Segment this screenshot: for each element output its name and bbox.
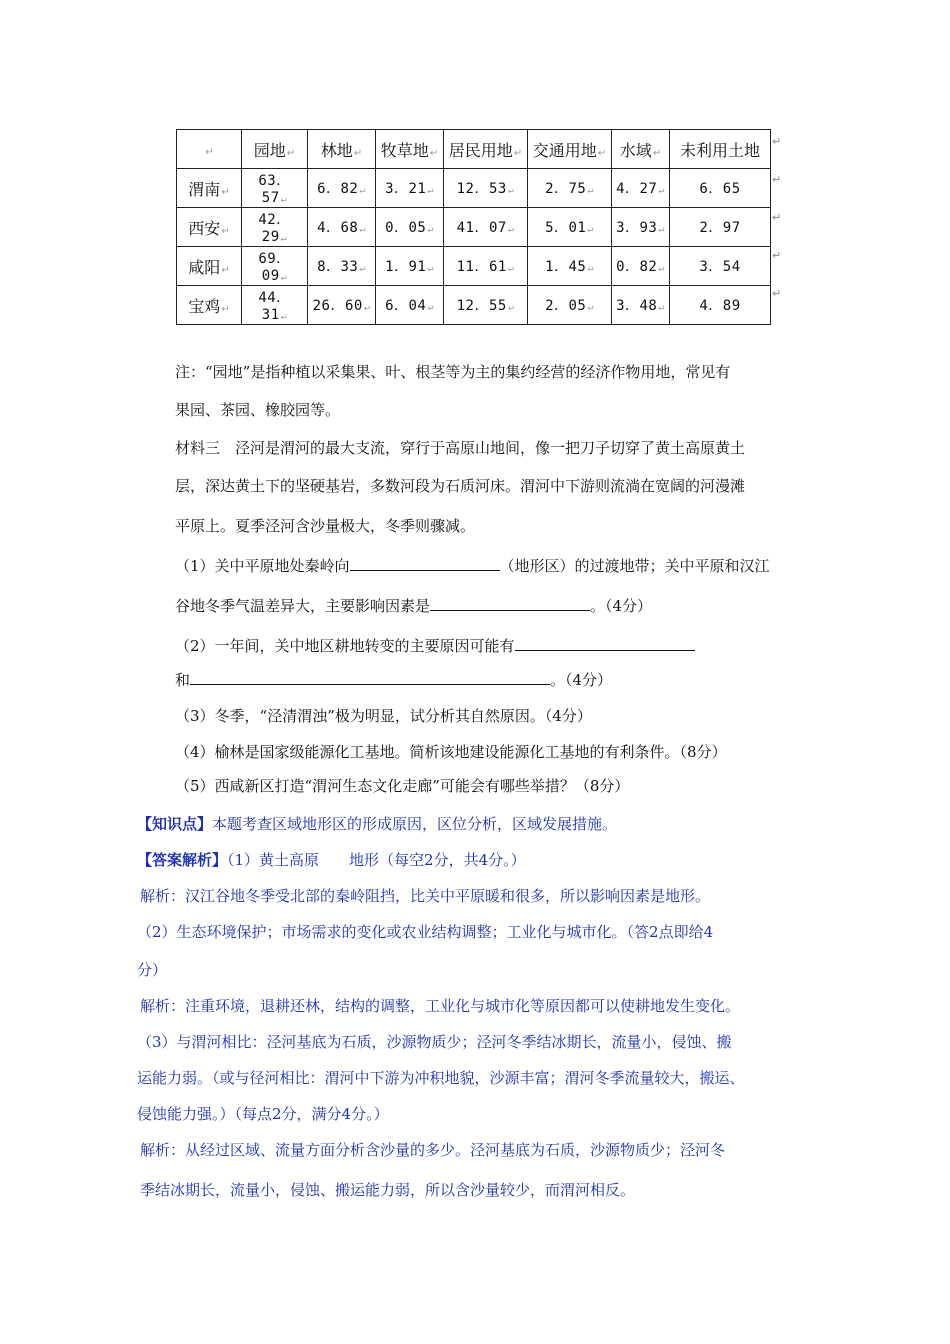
cell-mark: ↵ — [427, 185, 434, 196]
question-2-text-b: 和 — [175, 671, 191, 689]
cell-mark: ↵ — [658, 224, 665, 235]
question-2-line-2 — [175, 670, 612, 690]
header-lindi: 林地↵ — [308, 130, 376, 169]
answer-2-line-2: 分） — [137, 961, 168, 979]
note-line-2: 果园、茶园、橡胶园等。 — [175, 401, 341, 419]
table-cell — [444, 169, 528, 208]
cell-mark: ↵ — [427, 224, 434, 235]
table-cell — [376, 208, 444, 247]
header-jumin-yongdi: 居民用地↵ — [444, 130, 528, 169]
cell-value: 63．57 — [258, 173, 291, 206]
row-city-cell — [177, 208, 242, 247]
cell-value: 44．31 — [258, 290, 291, 323]
cell-value: 6．82 — [317, 181, 359, 197]
row-city-cell — [177, 247, 242, 286]
table-cell — [612, 286, 670, 325]
question-1-text-b: （地形区）的过渡地带；关中平原和汉江 — [499, 557, 770, 575]
header-jiaotong-yongdi: 交通用地↵ — [528, 130, 612, 169]
row-city-label: 渭南 — [188, 179, 221, 199]
cell-mark: ↵ — [507, 185, 515, 196]
table-cell — [308, 286, 376, 325]
cell-mark: ↵ — [221, 303, 230, 315]
cell-value: 3．21 — [385, 181, 427, 197]
cell-mark: ↵ — [280, 194, 288, 205]
table-cell — [444, 208, 528, 247]
cell-value: 12．53 — [456, 181, 507, 197]
table-cell — [242, 208, 308, 247]
row-city-cell — [177, 169, 242, 208]
knowledge-point-tag: 【知识点】 — [137, 815, 213, 833]
cell-value: 6．65 — [699, 181, 741, 197]
question-2-text-a: （2）一年间，关中地区耕地转变的主要原因可能有 — [175, 637, 515, 655]
table-cell — [444, 247, 528, 286]
answer-1-text: （1）黄土高原 地形（每空2分，共4分。） — [227, 851, 526, 869]
cell-mark: ↵ — [427, 263, 434, 274]
header-weiliyong-tudi: 未利用土地 — [670, 130, 771, 169]
table-cell — [670, 286, 771, 325]
answer-1-explanation: 解析：汉江谷地冬季受北部的秦岭阻挡，比关中平原暖和很多，所以影响因素是地形。 — [140, 887, 711, 905]
cell-value: 3．93 — [616, 220, 658, 236]
cell-mark: ↵ — [221, 186, 230, 198]
header-shuiyu: 水域↵ — [612, 130, 670, 169]
cell-value: 26．60 — [312, 298, 363, 314]
table-cell — [670, 208, 771, 247]
material3-line-1: 材料三 泾河是渭河的最大支流，穿行于高原山地间，像一把刀子切穿了黄土高原黄土 — [175, 439, 746, 457]
answer-blank-1[interactable] — [350, 556, 500, 571]
table-cell — [376, 286, 444, 325]
cell-value: 41．07 — [456, 220, 507, 236]
table-cell — [308, 208, 376, 247]
row-end-mark: ↵ — [772, 211, 782, 224]
table-cell — [528, 286, 612, 325]
table-cell — [444, 286, 528, 325]
table-cell — [528, 169, 612, 208]
cell-value: 2．75 — [545, 181, 587, 197]
table-corner-cell: ↵ — [177, 130, 242, 169]
answer-1 — [137, 850, 526, 870]
table-cell — [612, 208, 670, 247]
cell-value: 42．29 — [258, 212, 291, 245]
answer-analysis-tag: 【答案解析】 — [137, 851, 228, 869]
knowledge-point-text: 本题考查区域地形区的形成原因，区位分析，区域发展措施。 — [212, 815, 618, 833]
note-line-1: 注：“园地”是指种植以采集果、叶、根茎等为主的集约经营的经济作物用地，常见有 — [175, 363, 731, 381]
table-cell — [242, 286, 308, 325]
cell-mark: ↵ — [221, 264, 230, 276]
table-cell — [670, 169, 771, 208]
cell-value: 4．68 — [317, 220, 359, 236]
cell-mark: ↵ — [658, 263, 665, 274]
cell-value: 11．61 — [456, 259, 507, 275]
table-cell — [670, 247, 771, 286]
question-2-text-c: 。（4分） — [550, 671, 613, 689]
cell-value: 5．01 — [545, 220, 587, 236]
cell-mark: ↵ — [359, 224, 366, 235]
cell-mark: ↵ — [427, 302, 434, 313]
answer-3-line-2: 运能力弱。（或与径河相比：渭河中下游为冲积地貌，沙源丰富；渭河冬季流量较大，搬运、 — [137, 1069, 745, 1087]
cell-value: 0．82 — [616, 259, 658, 275]
cell-value: 3．54 — [699, 259, 741, 275]
cell-mark: ↵ — [363, 302, 371, 313]
question-4: （4）榆林是国家级能源化工基地。简析该地建设能源化工基地的有利条件。（8分） — [175, 743, 727, 761]
table-cell — [376, 247, 444, 286]
material3-line-2: 层，深达黄土下的坚硬基岩，多数河段为石质河床。渭河中下游则流淌在宽阔的河漫滩 — [175, 477, 746, 495]
row-end-mark: ↵ — [772, 135, 782, 148]
cell-value: 69．09 — [258, 251, 291, 284]
row-city-label: 宝鸡 — [188, 296, 221, 316]
cell-value: 2．05 — [545, 298, 587, 314]
cell-value: 0．05 — [385, 220, 427, 236]
answer-3-line-1: （3）与渭河相比：泾河基底为石质，沙源物质少；泾河冬季结冰期长，流量小，侵蚀、搬 — [137, 1033, 732, 1051]
table-cell — [612, 169, 670, 208]
answer-blank-4[interactable] — [190, 670, 550, 685]
table-cell — [308, 247, 376, 286]
row-city-label: 咸阳 — [188, 257, 221, 277]
table-cell — [242, 247, 308, 286]
cell-mark: ↵ — [359, 185, 366, 196]
answer-blank-3[interactable] — [515, 636, 695, 651]
cell-mark: ↵ — [507, 263, 515, 274]
table-cell — [612, 247, 670, 286]
cell-value: 3．48 — [616, 298, 658, 314]
question-5: （5）西咸新区打造“渭河生态文化走廊”可能会有哪些举措？（8分） — [175, 777, 630, 795]
question-1-text-d: 。（4分） — [590, 597, 653, 615]
knowledge-point — [137, 814, 617, 834]
answer-2-line-1: （2）生态环境保护；市场需求的变化或农业结构调整；工业化与城市化。（答2点即给4 — [137, 923, 714, 941]
answer-3-line-3: 侵蚀能力强。）（每点2分，满分4分。） — [137, 1105, 389, 1123]
row-end-mark: ↵ — [772, 287, 782, 300]
table-row — [177, 286, 771, 325]
cell-value: 12．55 — [456, 298, 507, 314]
row-city-label: 西安 — [188, 218, 221, 238]
material3-line-3: 平原上。夏季泾河含沙量极大，冬季则骤减。 — [175, 517, 476, 535]
cell-mark: ↵ — [587, 224, 594, 235]
row-end-mark: ↵ — [772, 173, 782, 186]
cell-value: 4．89 — [699, 298, 741, 314]
cell-mark: ↵ — [658, 185, 665, 196]
cell-value: 1．45 — [545, 259, 587, 275]
cell-mark: ↵ — [280, 272, 288, 283]
cell-value: 8．33 — [317, 259, 359, 275]
cell-mark: ↵ — [507, 302, 515, 313]
cell-mark: ↵ — [280, 233, 288, 244]
cell-value: 4．27 — [616, 181, 658, 197]
cell-value: 2．97 — [699, 220, 741, 236]
cell-value: 1．91 — [385, 259, 427, 275]
answer-3-explanation-line-2: 季结冰期长，流量小，侵蚀、搬运能力弱，所以含沙量较少，而渭河相反。 — [140, 1181, 636, 1199]
table-cell — [528, 247, 612, 286]
cell-mark: ↵ — [221, 225, 230, 237]
cell-mark: ↵ — [359, 263, 366, 274]
table-cell — [308, 169, 376, 208]
question-1-text-a: （1）关中平原地处秦岭向 — [175, 557, 350, 575]
question-1-line-2 — [175, 596, 652, 616]
row-city-cell — [177, 286, 242, 325]
table-header-row — [177, 130, 771, 169]
row-end-mark: ↵ — [772, 249, 782, 262]
table-row — [177, 247, 771, 286]
header-mucaodi: 牧草地↵ — [376, 130, 444, 169]
cell-mark: ↵ — [587, 302, 594, 313]
question-1-line-1 — [175, 556, 770, 576]
answer-blank-2[interactable] — [430, 596, 590, 611]
table-cell — [376, 169, 444, 208]
cell-mark: ↵ — [507, 224, 515, 235]
header-yuandi: 园地↵ — [242, 130, 308, 169]
cell-mark: ↵ — [658, 302, 665, 313]
answer-2-explanation: 解析：注重环境，退耕还林，结构的调整，工业化与城市化等原因都可以使耕地发生变化。 — [140, 997, 741, 1015]
table-cell — [528, 208, 612, 247]
land-use-table — [176, 129, 771, 325]
table-row — [177, 208, 771, 247]
answer-3-explanation-line-1: 解析：从经过区域、流量方面分析含沙量的多少。泾河基底为石质，沙源物质少；泾河冬 — [140, 1141, 726, 1159]
cell-mark: ↵ — [587, 185, 594, 196]
cell-value: 6．04 — [385, 298, 427, 314]
cell-mark: ↵ — [280, 311, 288, 322]
question-2-line-1 — [175, 636, 695, 656]
cell-mark: ↵ — [587, 263, 594, 274]
question-1-text-c: 谷地冬季气温差异大，主要影响因素是 — [175, 597, 431, 615]
table-cell — [242, 169, 308, 208]
question-3: （3）冬季，“泾清渭浊”极为明显，试分析其自然原因。（4分） — [175, 707, 592, 725]
table-row — [177, 169, 771, 208]
